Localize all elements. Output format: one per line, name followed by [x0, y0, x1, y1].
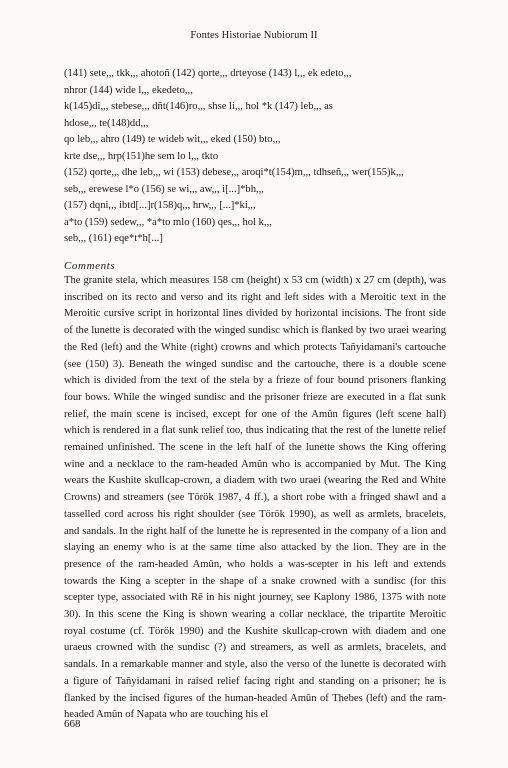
comments-heading: Comments	[64, 260, 116, 272]
transliteration-line: (152) qorte,,, dhe leb,,, wi (153) debese,,, aroqi*t(154)m,,, tdhseñ,,, wer(155)k,,,	[64, 167, 404, 178]
transliteration-line: seb,,, (161) eqe*t*h[...]	[64, 233, 163, 244]
transliteration-line: seb,,, erewese l*o (156) se wi,,, aw,,, i[...]*bh,,,	[64, 183, 264, 195]
comments-paragraph: The granite stela, which measures 158 cm (height) x 53 cm (width) x 27 cm (depth), was inscribed on its recto and verso and its right and left sides with a Meroitic text in the Meroitic cursive script in horizontal lines divided by horizontal incisions. The front side of the lunette is decorated with the winged sundisc which is flanked by two uraei wearing the Red (left) and the White (right) crowns and which protects Tañyidamani's cartouche (see (150) 3). Beneath the winged sundisc and the cartouche, there is a double scene which is divided from the text of the stela by a frieze of four bound prisoners flanking four bows. While the winged sundisc and the prisoner frieze are executed in a flat sunk relief, the main scene is incised, except for one of the Amûn figures (left scene half) which is rendered in a flat sunk relief too, thus indicating that the rest of the lunette relief remained unfinished. The scene in the left half of the lunette shows the King offering wine and a necklace to the ram-headed Amûn who is accompanied by Mut. The King wears the Kushite skullcap-crown, a diadem with two uraei (wearing the Red and White Crowns) and streamers (see Török 1987, 4 ff.), a short robe with a fringed shawl and a tasselled cord across his right shoulder (see Török 1990), as well as armlets, bracelets, and sandals. In the right half of the lunette he is represented in the company of a lion and slaying an enemy who is at the same time also attacked by the lion. They are in the presence of the ram-headed Amûn, who holds a was-scepter in his left and extends towards the King a scepter in the shape of a snake crowned with a sundisc (for this scepter type, associated with Rê in his night journey, see Kaplony 1986, 1375 with note 30). In this scene the King is shown wearing a collar necklace, the tripartite Meroitic royal costume (cf. Török 1990) and the Kushite skullcap-crown with diadem and one uraeus crowned with the sundisc (?) and streamers, as well as armlets, bracelets, and sandals. In a remarkable manner and style, also the verso of the lunette is decorated with a figure of Tañyidamani in raised relief facing right and standing on a prisoner; he is flanked by the incised figures of the human-headed Amûn of Thebes (left) and the ram-headed Amûn of Napata who are touching his el	[64, 275, 446, 721]
transliteration-line: krte dse,,, hrp(151)he sem lo l,,, tkto	[64, 150, 219, 162]
transliteration-block	[64, 66, 444, 248]
page-number: 668	[64, 718, 81, 730]
transliteration-line: nhror (144) wide l,,, ekedeto,,,	[64, 84, 193, 96]
running-header: Fontes Historiae Nubiorum II	[190, 30, 318, 41]
transliteration-line: (141) sete,,, tkk,,, ahotoñ (142) qorte,,, drteyose (143) l,,, ek edeto,,,	[64, 68, 352, 79]
transliteration-line: k(145)di,,, stebese,,, dñt(146)ro,,, shse li,,, hol *k (147) leb,,, as	[64, 101, 333, 112]
transliteration-line: hdose,,, te(148)dd,,,	[64, 117, 149, 129]
transliteration-line: (157) dqni,,, ibtd[...]r(158)q,,, hrw,,, [...]*ki,,,	[64, 200, 256, 211]
transliteration-line: qo leb,,, ahro (149) te wideb wit,,, eked (150) bto,,,	[64, 134, 281, 145]
transliteration-line: a*to (159) sedew,,, *a*to mlo (160) qes,,, hol k,,,	[64, 216, 272, 228]
